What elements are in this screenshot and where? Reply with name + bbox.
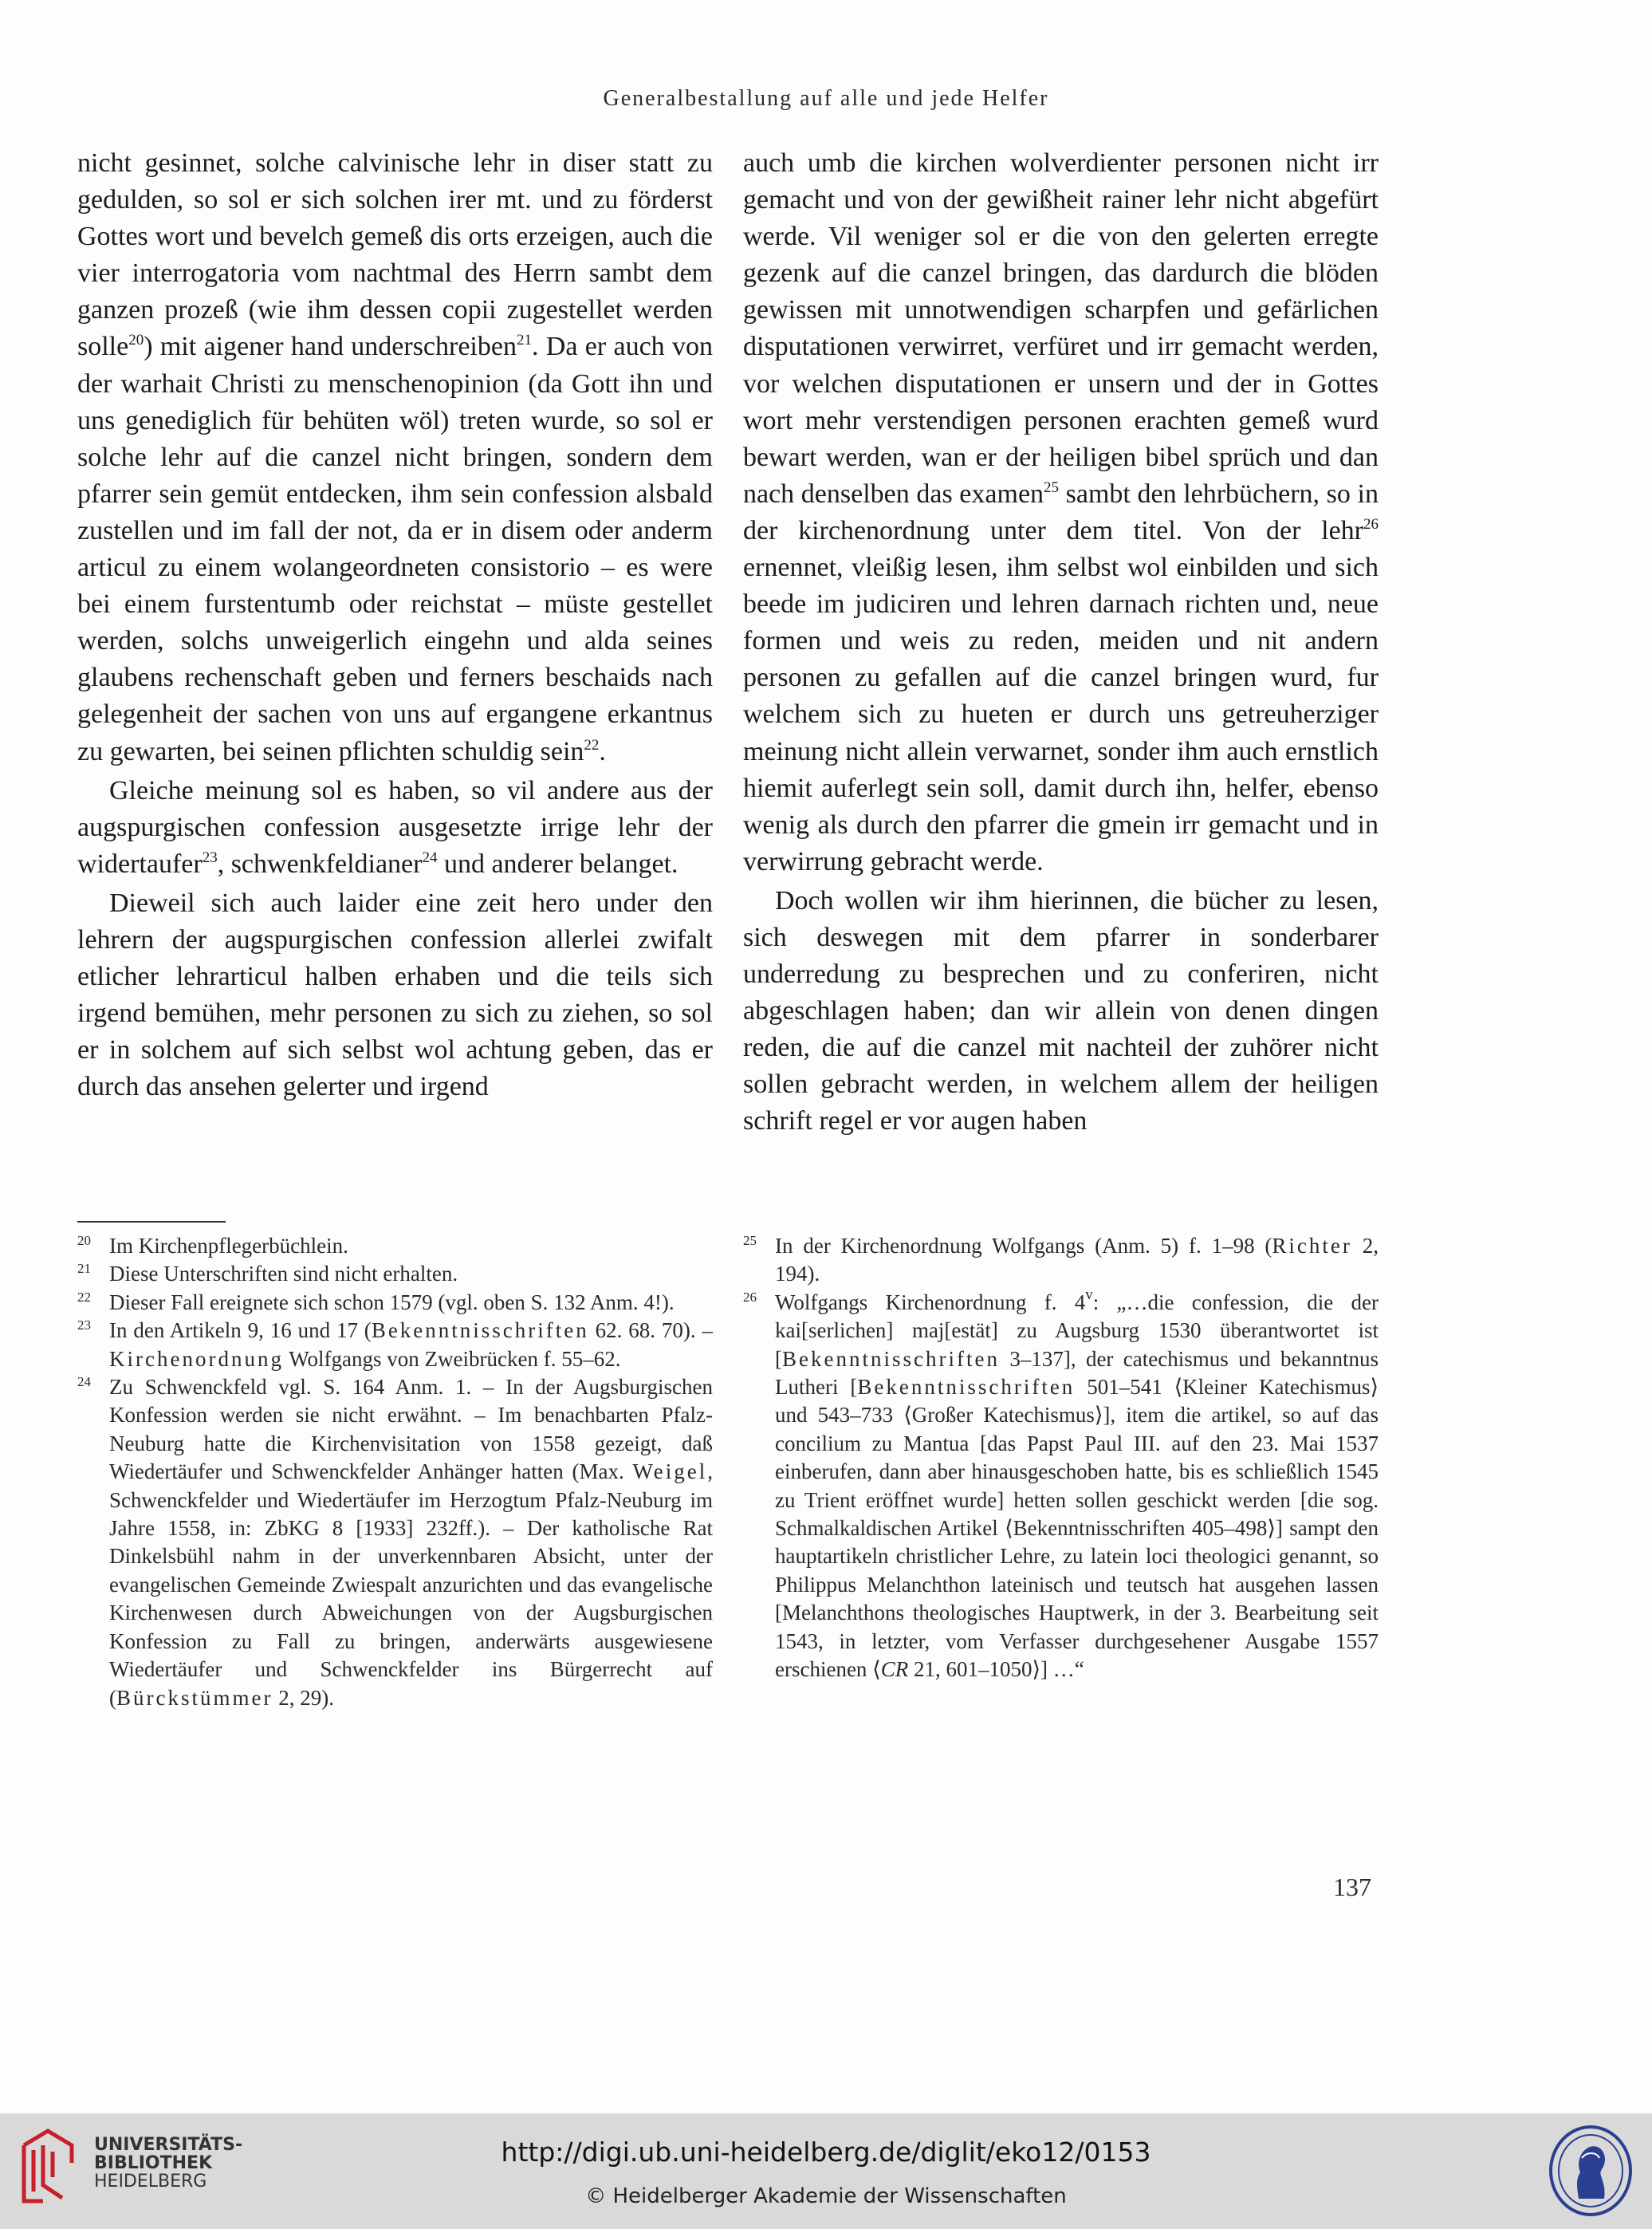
academy-seal-icon[interactable] xyxy=(1547,2123,1634,2219)
paragraph: Dieweil sich auch laider eine zeit hero under den lehrern der augspurgischen confession allerlei zwifalt etlicher lehrarticul halben erhaben und die teils sich irgend bemühen, mehr personen zu sich zu ziehen, so sol er in solchem auf sich selbst wol achtung geben, das er durch das ansehen gelerter und irgend xyxy=(77,888,713,1102)
paragraph: Doch wollen wir ihm hierinnen, die bücher zu lesen, sich deswegen mit dem pfarrer in sonderbarer underredung zu besprechen und zu conferiren, nicht abgeschlagen haben; dan wir allein von denen dingen reden, die auf die canzel mit nachteil der zuhörer nicht sollen gebracht werden, in welchem allem der heiligen schrift regel er vor augen haben xyxy=(743,885,1379,1136)
copyright-notice: © Heidelberger Akademie der Wissenschaften xyxy=(585,2184,1067,2208)
footnote: 23 In den Artikeln 9, 16 und 17 (Bekenntnisschriften 62. 68. 70). – Kirchenordnung Wolfgangs von Zweibrücken f. 55–62. xyxy=(77,1317,713,1373)
footnotes-right xyxy=(743,1232,1379,1684)
footnote-ref[interactable]: 24 xyxy=(422,849,438,866)
footnote-ref[interactable]: 20 xyxy=(128,332,144,349)
footnote-ref[interactable]: 21 xyxy=(516,332,532,349)
footnote-number: 25 xyxy=(743,1233,757,1248)
paragraph: auch umb die kirchen wolverdienter personen nicht irr gemacht und von der gewißheit rainer lehr nicht abgefürt werde. Vil weniger sol er die von den gelerten erregte gezenk auf die canzel bringen, das dardurch die blöden gewissen mit unnotwendigen scharpfen und gefärlichen disputationen verwirret, verfüret und irr gemacht werden, vor welchen disputationen er unsern und der in Gottes wort mehr verstendigen personen erachten gemeß wurd bewart werden, wan er der heiligen bibel sprüch und dan nach denselben das examen$^{25}$ sambt den lehrbüchern, so in der kirchenordnung unter dem titel. Von der lehr$^{26}$ ernennet, vleißig lesen, ihm selbst wol einbilden und sich beede im judiciren und lehren darnach richten und, neue formen und weis zu reden, meiden und nit andern personen zu gefallen auf die canzel bringen wurd, fur welchem sich zu hueten er durch uns getreuherziger meinung nicht allein verwarnet, sonder ihm auch ernstlich hiemit auferlegt sein soll, damit durch ihn, helfer, ebenso wenig als durch den pfarrer die gmein irr gemacht und in verwirrung gebracht werde. xyxy=(743,148,1379,876)
footnote: 21 Diese Unterschriften sind nicht erhalten. xyxy=(77,1260,713,1288)
paragraph: Gleiche meinung sol es haben, so vil andere aus der augspurgischen confession ausgesetzte irrige lehr der widertaufer$^{23}$, schwenkfeldianer$^{24}$ und anderer belanget. xyxy=(77,775,713,879)
footnote-ref[interactable]: 22 xyxy=(584,736,600,754)
footnote-number: 26 xyxy=(743,1289,757,1305)
footnote-number: 22 xyxy=(77,1289,91,1305)
footnote: 24 Zu Schwenckfeld vgl. S. 164 Anm. 1. – In der Augsburgischen Konfession werden sie nicht erwähnt. – Im benachbarten Pfalz-Neuburg hatte die Kirchenvisitation von 1558 gezeigt, daß Wiedertäufer und Schwenckfelder Anhänger hatten (Max. Weigel, Schwenckfelder und Wiedertäufer im Herzogtum Pfalz-Neuburg im Jahre 1558, in: ZbKG 8 [1933] 232ff.). – Der katholische Rat Dinkelsbühl nahm in der unverkennbaren Absicht, unter der evangelischen Gemeinde Zwiespalt anzurichten und das evangelische Kirchenwesen durch Abweichungen von der Augsburgischen Konfession zu Fall zu bringen, anderwärts ausgewiesene Wiedertäufer und Schwenckfelder ins Bürgerrecht auf (Bürckstümmer 2, 29). xyxy=(77,1373,713,1712)
text-column-left xyxy=(77,145,713,1105)
paragraph: nicht gesinnet, solche calvinische lehr in diser statt zu gedulden, so sol er sich solchen irer mt. und zu förderst Gottes wort und bevelch gemeß dis orts erzeigen, auch die vier interrogatoria vom nachtmal des Herrn sambt dem ganzen prozeß (wie ihm dessen copii zugestellet werden solle$^{20}$) mit aigener hand underschreiben$^{21}$. Da er auch von der warhait Christi zu menschenopinion (da Gott ihn und uns genediglich für behüten wöl) treten wurde, so sol er solche lehr auf die canzel nicht bringen, sondern dem pfarrer sein gemüt entdecken, ihm sein confession alsbald zustellen und im fall der not, da er in disem oder anderm articul zu einem wolangeordneten consistorio – es were bei einem furstentumb oder reichstat – müste gestellet werden, solchs unweigerlich eingehn und alda seines glaubens rechenschaft geben und ferners beschaids nach gelegenheit der sachen von uns auf ergangene erkantnus zu gewarten, bei seinen pflichten schuldig sein$^{22}$. xyxy=(77,148,713,766)
footnote: 26 Wolfgangs Kirchenordnung f. 4$^v$: „…die confession, die der kai[serlichen] maj[estät] zu Augsburg 1530 überantwortet ist [Bekenntnisschriften 3–137], der catechismus und bekanntnus Lutheri [Bekenntnisschriften 501–541 ⟨Kleiner Katechismus⟩ und 543–733 ⟨Großer Katechismus⟩], item die artikel, so auf das concilium zu Mantua [das Papst Paul III. auf den 23. Mai 1537 einberufen, dann aber hinausgeschoben hatte, bis es schließlich 1545 zu Trient eröffnet wurde] hetten sollen geschickt werden [die sog. Schmalkaldischen Artikel ⟨Bekenntnisschriften 405–498⟩] sampt den hauptartikeln christlicher Lehre, zu latein loci theologici genannt, so Philippus Melanchthon lateinisch und teutsch hat ausgehen lassen [Melanchthons theologisches Hauptwerk, in der 3. Bearbeitung seit 1543, in letzter, vom Verfasser durchgesehener Ausgabe 1557 erschienen ⟨CR 21, 601–1050⟩] …“ xyxy=(743,1289,1379,1684)
footnote-number: 23 xyxy=(77,1317,91,1333)
page-number: 137 xyxy=(1333,1873,1371,1901)
footnote-divider xyxy=(77,1221,226,1223)
footnote: 20 Im Kirchenpflegerbüchlein. xyxy=(77,1232,713,1260)
footnote-ref[interactable]: 25 xyxy=(1044,478,1060,496)
library-name[interactable]: UNIVERSITÄTS- BIBLIOTHEK HEIDELBERG xyxy=(94,2135,243,2192)
footnote: 25 In der Kirchenordnung Wolfgangs (Anm. 5) f. 1–98 (Richter 2, 194). xyxy=(743,1232,1379,1289)
footnote-ref[interactable]: 26 xyxy=(1363,515,1379,533)
footnote-ref[interactable]: 23 xyxy=(202,849,218,866)
footnote-number: 24 xyxy=(77,1374,91,1390)
footnote-number: 20 xyxy=(77,1233,91,1248)
footnote-number: 21 xyxy=(77,1261,91,1277)
footnote: 22 Dieser Fall ereignete sich schon 1579 (vgl. oben S. 132 Anm. 4!). xyxy=(77,1289,713,1317)
permalink-url[interactable]: http://digi.ub.uni-heidelberg.de/diglit/eko12/0153 xyxy=(501,2136,1151,2168)
running-head: Generalbestallung auf alle und jede Helfer xyxy=(603,86,1049,111)
footer-bar xyxy=(0,2113,1652,2229)
text-column-right xyxy=(743,145,1379,1140)
footnotes-left xyxy=(77,1232,713,1712)
